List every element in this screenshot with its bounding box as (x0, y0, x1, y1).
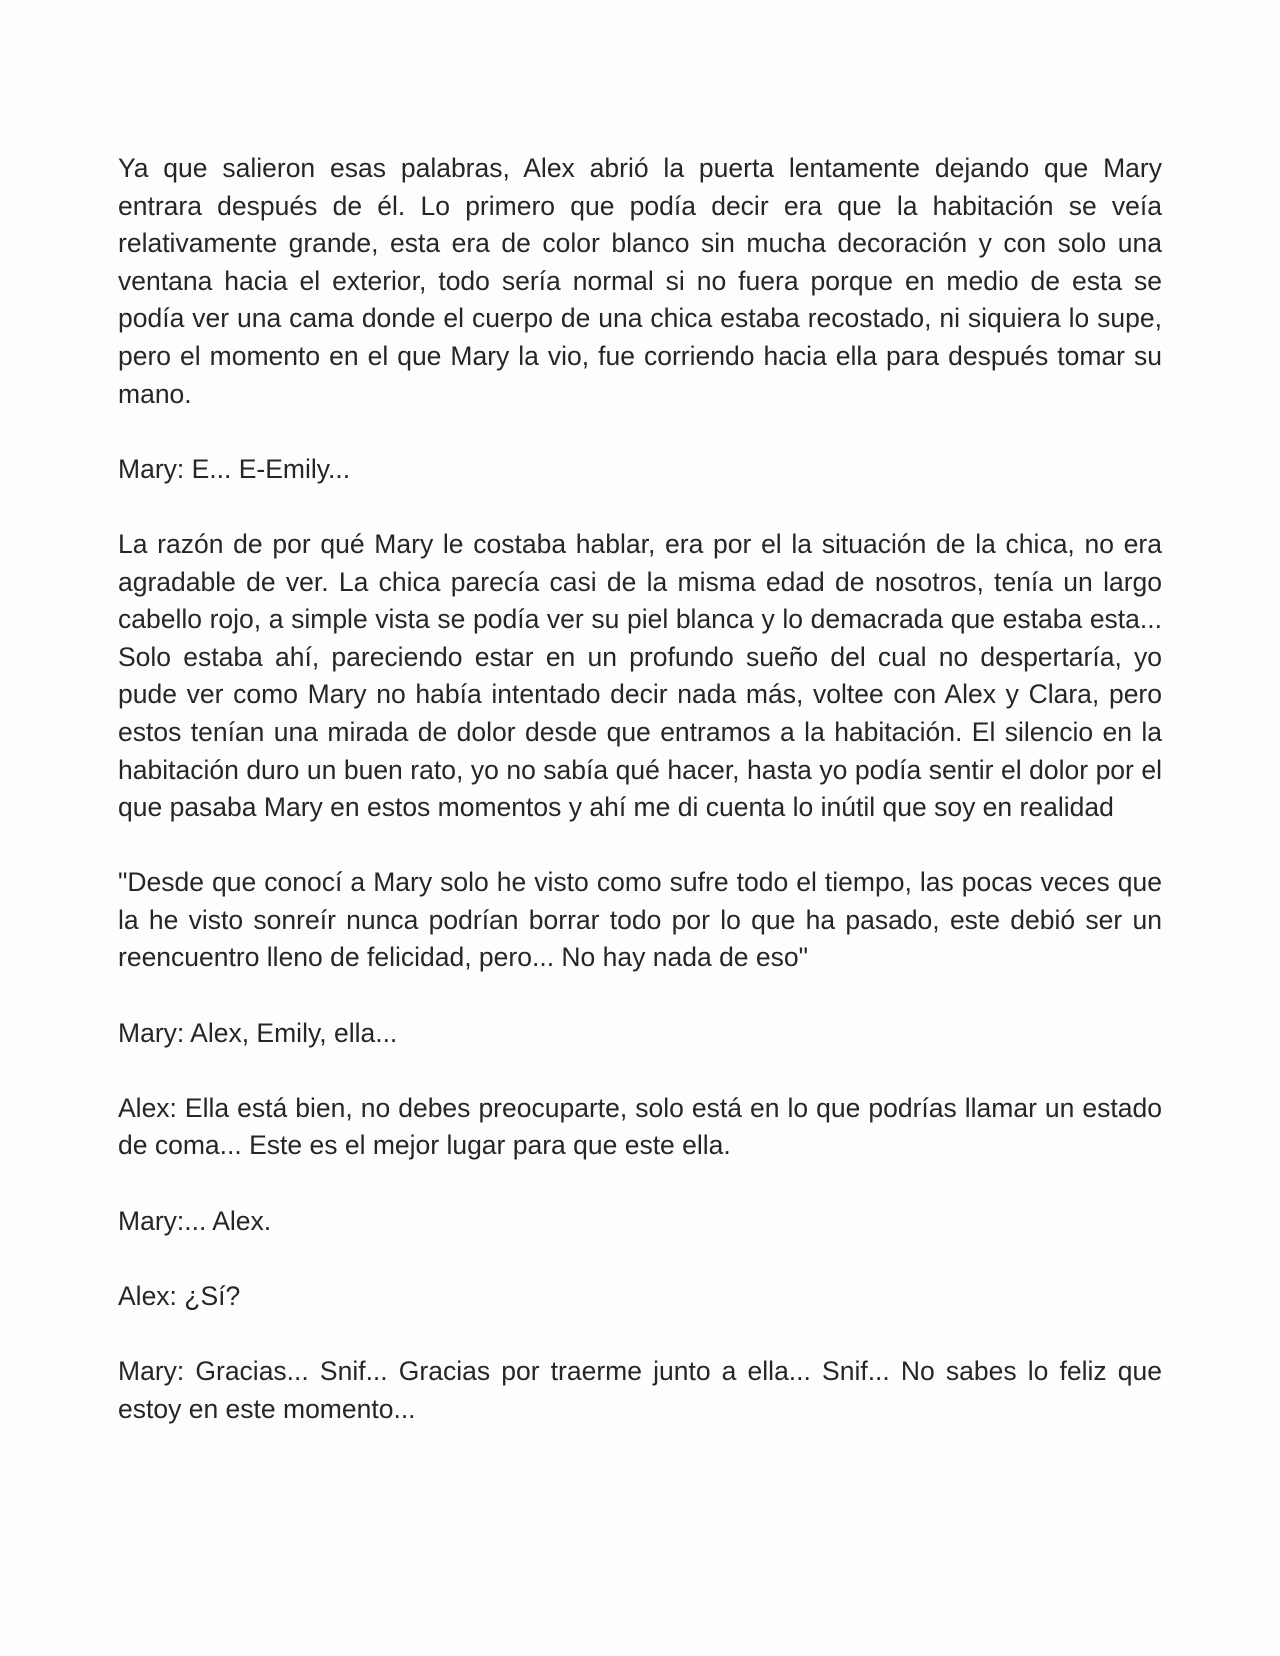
narration-paragraph: La razón de por qué Mary le costaba hablar, era por el la situación de la chica, no era agradable de ver. La chica parecía casi de la misma edad de nosotros, tenía un largo cabello rojo, a simple vista se podía ver su piel blanca y lo demacrada que estaba esta... Solo estaba ahí, pareciendo estar en un profundo sueño del cual no despertaría, yo pude ver como Mary no había intentado decir nada más, voltee con Alex y Clara, pero estos tenían una mirada de dolor desde que entramos a la habitación. El silencio en la habitación duro un buen rato, yo no sabía qué hacer, hasta yo podía sentir el dolor por el que pasaba Mary en estos momentos y ahí me di cuenta lo inútil que soy en realidad (118, 528, 1162, 823)
dialogue-line: Mary: Alex, Emily, ella... (118, 1017, 398, 1048)
dialogue-line: Alex: Ella está bien, no debes preocuparte, solo está en lo que podrías llamar un estado de coma... Este es el mejor lugar para que este ella. (118, 1092, 1162, 1161)
narration-paragraph: Ya que salieron esas palabras, Alex abrió la puerta lentamente dejando que Mary entrara después de él. Lo primero que podía decir era que la habitación se veía relativamente grande, esta era de color blanco sin mucha decoración y con solo una ventana hacia el exterior, todo sería normal si no fuera porque en medio de esta se podía ver una cama donde el cuerpo de una chica estaba recostado, ni siquiera lo supe, pero el momento en el que Mary la vio, fue corriendo hacia ella para después tomar su mano. (118, 153, 1162, 409)
dialogue-line: Mary: Gracias... Snif... Gracias por traerme junto a ella... Snif... No sabes lo feliz que estoy en este momento... (118, 1356, 1162, 1424)
dialogue-line: Mary: E... E-Emily... (118, 453, 351, 484)
inner-thought-paragraph: "Desde que conocí a Mary solo he visto como sufre todo el tiempo, las pocas veces que la he visto sonreír nunca podrían borrar todo por lo que ha pasado, este debió ser un reencuentro lleno de felicidad, pero... No hay nada de eso" (118, 867, 1162, 973)
dialogue-line: Mary:... Alex. (118, 1205, 272, 1236)
document-body (118, 150, 1162, 1466)
dialogue-line: Alex: ¿Sí? (118, 1280, 241, 1311)
